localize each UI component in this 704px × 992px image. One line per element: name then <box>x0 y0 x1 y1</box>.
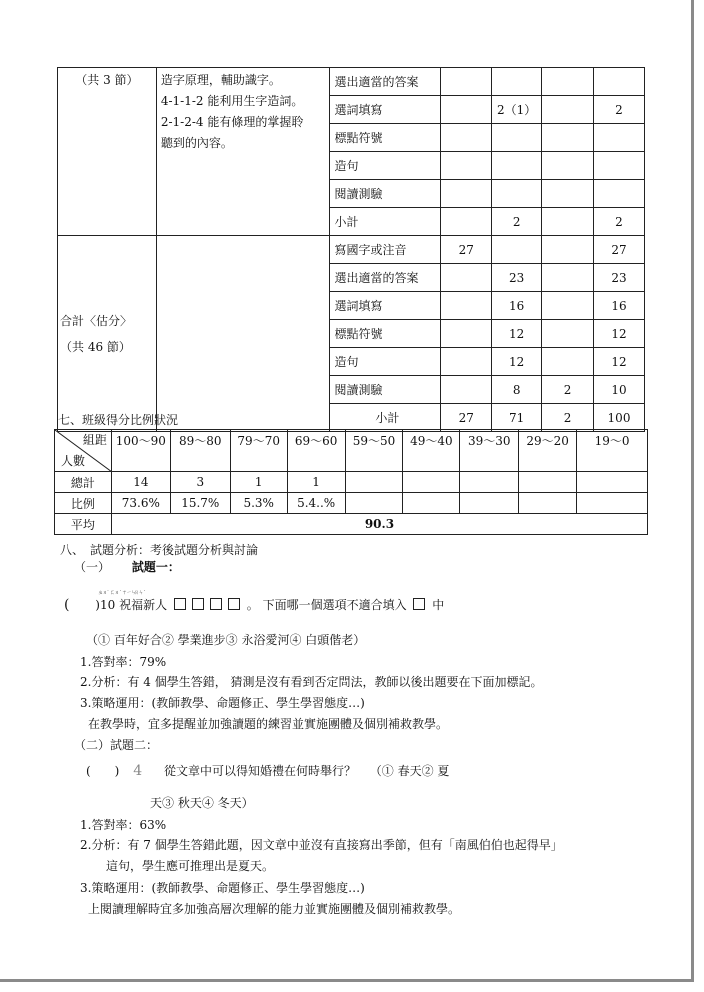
content-line: 造字原理，輔助識字。 <box>160 73 281 87</box>
q1-analysis: 2.分析：有 4 個學生答錯， 猜測是沒有看到否定問法，教師以後出題要在下面加標記。 <box>80 675 543 689</box>
q1-question <box>64 596 444 613</box>
score-cell <box>594 124 645 152</box>
q1-number: )10 <box>95 598 116 612</box>
q2-text: 從文章中可以得知婚禮在何時舉行？ <box>163 764 356 778</box>
q2-strategy: 3.策略運用：(教師教學、命題修正、學生學習態度…) <box>80 881 365 895</box>
score-cell: 12 <box>492 348 542 376</box>
question-type-cell: 造句 <box>330 152 441 180</box>
score-cell <box>542 208 594 236</box>
ratio-cell <box>345 493 403 514</box>
range-header-cell: 59～50 <box>345 430 403 472</box>
range-header-cell: 100～90 <box>111 430 170 472</box>
q2-paren: ( ) <box>86 764 120 778</box>
score-cell: 71 <box>492 404 542 432</box>
totals-row <box>55 472 648 493</box>
content-line: 4-1-1-2 能利用生字造詞。 <box>160 94 304 108</box>
range-header-cell: 49～40 <box>403 430 460 472</box>
score-cell: 10 <box>594 376 645 404</box>
score-cell: 27 <box>441 236 492 264</box>
content-line: 2-1-2-4 能有條理的掌握聆 <box>160 115 304 129</box>
score-cell <box>441 320 492 348</box>
count-cell: 1 <box>230 472 287 493</box>
score-cell <box>542 96 594 124</box>
average-value-cell: 90.3 <box>111 514 647 535</box>
score-cell <box>594 180 645 208</box>
score-cell: 2（1） <box>492 96 542 124</box>
assessment-table <box>57 67 645 432</box>
score-cell: 23 <box>594 264 645 292</box>
ruby: ㄖㄣˊ <box>134 590 146 596</box>
average-label-cell: 平均 <box>55 514 112 535</box>
score-cell: 12 <box>594 320 645 348</box>
score-cell <box>492 152 542 180</box>
question-type-cell: 造句 <box>330 348 441 376</box>
q1-text-b: 。 下面哪一個選項不適合填入 <box>246 598 407 612</box>
score-cell: 16 <box>492 292 542 320</box>
corner-bottom-label: 人數 <box>61 454 86 468</box>
score-cell: 12 <box>492 320 542 348</box>
blank-box <box>228 598 240 610</box>
score-cell: 8 <box>492 376 542 404</box>
q1-paren: ( <box>64 597 70 613</box>
score-cell: 2 <box>542 404 594 432</box>
ratio-cell: 15.7% <box>170 493 230 514</box>
ratio-cell <box>403 493 460 514</box>
score-cell: 2 <box>542 376 594 404</box>
q1-text-a: 祝福新人 <box>119 598 168 612</box>
score-cell <box>542 320 594 348</box>
q1-heading <box>74 558 180 575</box>
question-type-cell: 選出適當的答案 <box>330 264 441 292</box>
score-cell <box>441 348 492 376</box>
score-cell: 2 <box>594 208 645 236</box>
section8-title: 八、 試題分析：考後試題分析與討論 <box>60 543 259 557</box>
q2-options-a: （① 春天② 夏 <box>369 764 450 778</box>
q2-heading: （二）試題二： <box>74 738 159 752</box>
q2-note: 上閱讀理解時宜多加強高層次理解的能力並實施團體及個別補救教學。 <box>88 902 461 916</box>
ratio-cell <box>577 493 648 514</box>
score-cell <box>594 152 645 180</box>
score-cell <box>492 124 542 152</box>
header-row <box>55 430 648 472</box>
content-cell <box>156 68 330 236</box>
score-cell <box>441 376 492 404</box>
score-cell <box>542 236 594 264</box>
blank-box <box>210 598 222 610</box>
score-cell <box>441 152 492 180</box>
question-type-cell: 選詞填寫 <box>330 292 441 320</box>
score-cell: 16 <box>594 292 645 320</box>
empty-content-cell <box>156 236 330 432</box>
score-cell <box>441 264 492 292</box>
range-header-cell: 79～70 <box>230 430 287 472</box>
range-header-cell: 69～60 <box>287 430 345 472</box>
total-label-line: 合計〈估分〉 <box>60 313 133 328</box>
question-type-cell: 選出適當的答案 <box>330 68 441 96</box>
score-cell <box>441 208 492 236</box>
count-cell: 1 <box>287 472 345 493</box>
ratio-cell: 5.3% <box>230 493 287 514</box>
score-cell <box>441 68 492 96</box>
score-cell <box>542 68 594 96</box>
q1-note: 在教學時，宜多提醒並加強讀題的練習並實施團體及個別補救教學。 <box>88 717 449 731</box>
score-cell <box>542 152 594 180</box>
score-cell <box>441 292 492 320</box>
count-cell <box>403 472 460 493</box>
score-cell <box>492 180 542 208</box>
score-cell <box>441 124 492 152</box>
score-cell: 27 <box>441 404 492 432</box>
table-row <box>58 68 645 96</box>
score-cell <box>542 348 594 376</box>
total-label-cell <box>58 236 157 432</box>
blank-box <box>413 598 425 610</box>
ruby: ㄒㄧㄣ <box>122 590 136 596</box>
range-header-cell: 29～20 <box>519 430 577 472</box>
section7-title: 七、班級得分比例狀況 <box>58 413 179 427</box>
question-type-cell: 閱讀測驗 <box>330 376 441 404</box>
score-cell <box>492 236 542 264</box>
q2-number: 4 <box>133 763 143 779</box>
score-cell <box>542 180 594 208</box>
score-cell <box>542 124 594 152</box>
ratio-cell <box>460 493 519 514</box>
ratio-cell <box>519 493 577 514</box>
table-row <box>58 236 645 264</box>
q1-options: （① 百年好合② 學業進步③ 永浴愛河④ 白頭偕老） <box>86 633 366 647</box>
score-cell: 27 <box>594 236 645 264</box>
score-cell <box>542 264 594 292</box>
corner-top-label: 組距 <box>82 433 107 447</box>
q1-heading-label: 試題一： <box>131 560 180 574</box>
ruby: ㄓㄨˋ <box>98 590 110 596</box>
score-cell <box>441 96 492 124</box>
count-cell <box>345 472 403 493</box>
q1-heading-num: （一） <box>74 560 111 574</box>
q2-rate: 1.答對率：63% <box>80 818 167 832</box>
q1-strategy: 3.策略運用：(教師教學、命題修正、學生學習態度…) <box>80 696 365 710</box>
score-cell <box>441 180 492 208</box>
score-cell <box>492 68 542 96</box>
question-type-cell: 選詞填寫 <box>330 96 441 124</box>
count-cell: 14 <box>111 472 170 493</box>
question-type-cell: 標點符號 <box>330 124 441 152</box>
question-type-cell: 閱讀測驗 <box>330 180 441 208</box>
average-row <box>55 514 648 535</box>
content-line: 聽到的內容。 <box>160 136 233 150</box>
score-cell: 12 <box>594 348 645 376</box>
q2-options-b: 天③ 秋天④ 冬天） <box>150 796 254 810</box>
question-type-cell: 小計 <box>330 404 441 432</box>
score-distribution-table <box>54 429 648 535</box>
score-cell <box>542 292 594 320</box>
section-label-cell: （共 3 節） <box>58 68 157 236</box>
blank-box <box>192 598 204 610</box>
q2-question <box>86 762 449 779</box>
range-header-cell: 89～80 <box>170 430 230 472</box>
ratio-label-cell: 比例 <box>55 493 112 514</box>
count-cell: 3 <box>170 472 230 493</box>
score-cell: 23 <box>492 264 542 292</box>
count-cell <box>519 472 577 493</box>
range-header-cell: 39～30 <box>460 430 519 472</box>
range-header-cell: 19～0 <box>577 430 648 472</box>
question-type-cell: 寫國字或注音 <box>330 236 441 264</box>
question-type-cell: 小計 <box>330 208 441 236</box>
ratio-row <box>55 493 648 514</box>
score-cell <box>594 68 645 96</box>
q2-analysis-b: 這句，學生應可推理出是夏天。 <box>106 859 275 873</box>
ratio-cell: 5.4..% <box>287 493 345 514</box>
count-cell <box>577 472 648 493</box>
ruby: ㄈㄨˊ <box>110 590 122 596</box>
question-type-cell: 標點符號 <box>330 320 441 348</box>
q2-analysis-a: 2.分析：有 7 個學生答錯此題，因文章中並沒有直接寫出季節，但有「南風伯伯也起得早」 <box>80 838 563 852</box>
blank-box <box>174 598 186 610</box>
score-cell: 100 <box>594 404 645 432</box>
q1-rate: 1.答對率：79% <box>80 655 167 669</box>
q1-text-c: 中 <box>432 598 445 612</box>
score-cell: 2 <box>492 208 542 236</box>
corner-cell <box>55 430 112 472</box>
ratio-cell: 73.6% <box>111 493 170 514</box>
totals-label-cell: 總計 <box>55 472 112 493</box>
total-label-line: （共 46 節） <box>60 339 131 354</box>
score-cell: 2 <box>594 96 645 124</box>
count-cell <box>460 472 519 493</box>
